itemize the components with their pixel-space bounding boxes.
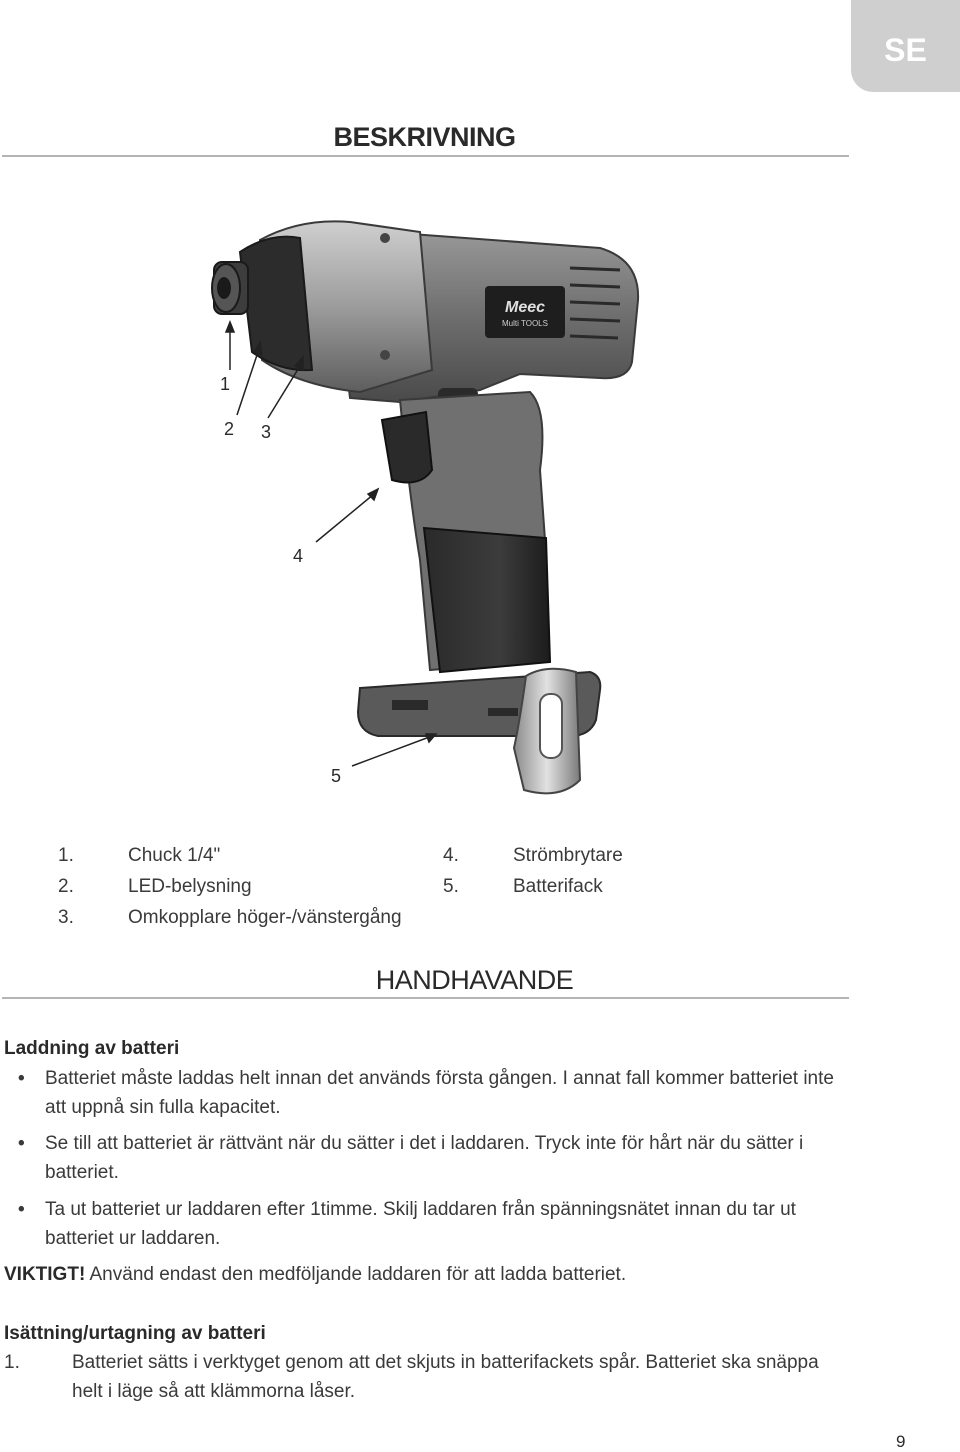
important-label: VIKTIGT! [4,1264,86,1285]
list-item: • Ta ut batteriet ur laddaren efter 1timme. Skilj laddaren från spänningsnätet innan du tar ut batteriet ur laddaren. [18,1195,838,1253]
bullet-icon: • [18,1068,25,1089]
nose-cone [240,237,312,371]
divider [2,997,849,999]
subheading-battery-insert: Isättning/urtagning av batteri [4,1323,266,1344]
callout-5: 5 [331,766,342,786]
svg-text:Meec: Meec [504,299,546,316]
list-item: 1. Batteriet sätts i verktyget genom att det skjuts in batterifackets spår. Batteriet ska snäppa helt i läge så att klämmorna låser. [4,1352,819,1402]
divider [2,155,849,157]
subheading-charging: Laddning av batteri [4,1038,180,1059]
list-item: • Batteriet måste laddas helt innan det används första gången. I annat fall kommer batteriet inte att uppnå sin fulla kapacitet. [18,1064,838,1122]
trigger [382,412,432,482]
rubber-grip [424,528,550,672]
language-tab: SE [851,0,960,92]
page-number: 9 [896,1432,906,1451]
callout-1: 1 [220,374,231,394]
svg-text:Multi TOOLS: Multi TOOLS [502,319,548,328]
callout-3: 3 [261,422,272,442]
important-note: VIKTIGT! Använd endast den medföljande laddaren för att ladda batteriet. [4,1264,627,1285]
section-title-operation: HANDHAVANDE [375,965,574,995]
section-title-description: BESKRIVNING [333,122,516,152]
impact-driver-illustration [0,200,960,810]
bullet-icon: • [18,1133,25,1154]
list-item: • Se till att batteriet är rättvänt när du sätter i det i laddaren. Tryck inte för hårt när du sätter i batteriet. [18,1129,838,1187]
bullet-icon: • [18,1199,25,1220]
callout-4: 4 [293,546,304,566]
callout-2: 2 [224,419,235,439]
